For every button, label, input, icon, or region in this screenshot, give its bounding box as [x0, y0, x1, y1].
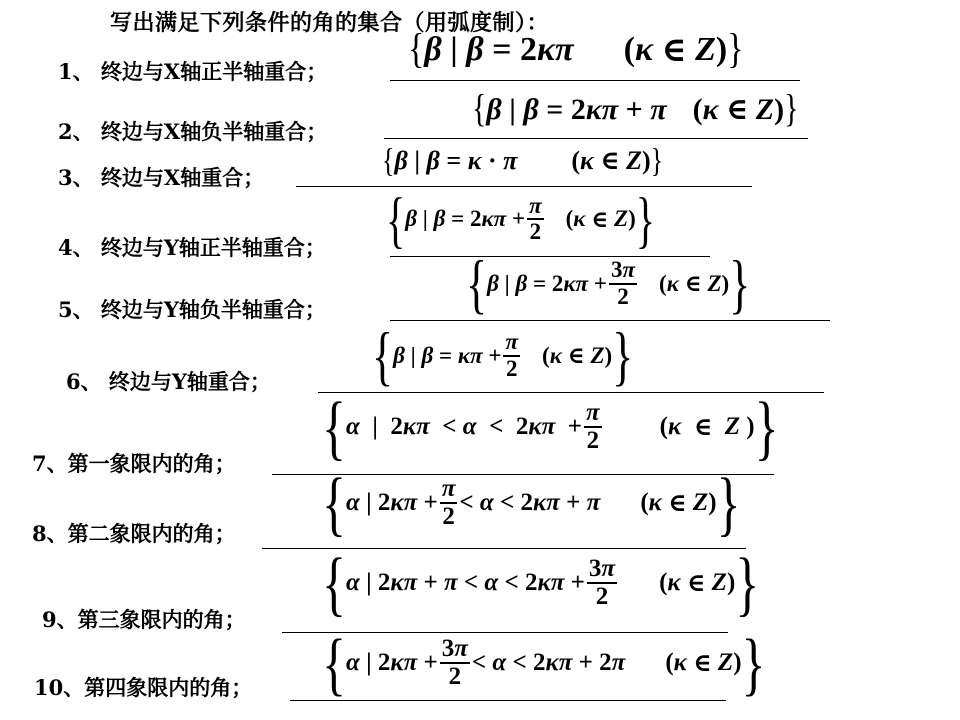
page-title: 写出满足下列条件的角的集合（用弧度制）：	[110, 10, 550, 36]
item-1-formula: { β | β = 2 κπ ( κ ∈ Z ) }	[408, 26, 744, 73]
item-4-answer-line	[390, 256, 710, 257]
item-5-answer-line	[390, 320, 830, 321]
item-6-answer-line	[318, 392, 824, 393]
item-10-answer-line	[290, 700, 726, 701]
item-3-label: 3、 终边与X轴重合；	[58, 165, 265, 190]
item-7-label: 7、第一象限内的角；	[32, 451, 236, 476]
item-2-formula: { β | β = 2 κπ + π ( κ ∈ Z ) }	[472, 87, 799, 131]
item-3-answer-line	[296, 186, 752, 187]
item-2-answer-line	[384, 138, 808, 139]
item-3-formula: { β | β = κ · π ( κ ∈ Z ) }	[382, 141, 664, 180]
item-9-label: 9、第三象限内的角；	[42, 607, 246, 632]
item-7-formula: { α | 2 κπ < α < 2 κπ + $\frac{\pi}{2}$ ( κ ∈ Z ) }	[322, 386, 779, 468]
item-6-label: 6、 终边与Y轴重合；	[66, 369, 271, 394]
item-9-answer-line	[282, 632, 728, 633]
item-5-formula: { β | β = 2 κπ + $\frac{3\pi}{2}$ ( κ ∈ Z ) }	[466, 246, 751, 321]
item-1-answer-line	[390, 80, 800, 81]
item-10-label: 10、第四象限内的角；	[34, 675, 253, 700]
item-5-label: 5、 终边与Y轴负半轴重合；	[58, 297, 326, 322]
item-6-formula: { β | β = κπ + $\frac{\pi}{2}$ ( κ ∈ Z ) }	[372, 318, 634, 393]
item-8-label: 8、第二象限内的角；	[32, 521, 236, 546]
item-10-formula: { α | 2 κπ + $\frac{3\pi}{2}$ < α < 2 κπ + 2 π ( κ ∈ Z ) }	[322, 623, 766, 703]
item-4-label: 4、 终边与Y轴正半轴重合；	[58, 235, 326, 260]
item-9-formula: { α | 2 κπ + π < α < 2 κπ + $\frac{3\pi}{2}$ ( κ ∈ Z ) }	[322, 542, 760, 624]
item-1-label: 1、 终边与X轴正半轴重合；	[58, 59, 328, 84]
item-2-label: 2、 终边与X轴负半轴重合；	[58, 119, 328, 144]
item-4-formula: { β | β = 2 κπ + $\frac{\pi}{2}$ ( κ ∈ Z ) }	[386, 184, 655, 255]
item-8-formula: { α | 2 κπ + $\frac{\pi}{2}$ < α < 2 κπ + π ( κ ∈ Z ) }	[322, 462, 741, 544]
